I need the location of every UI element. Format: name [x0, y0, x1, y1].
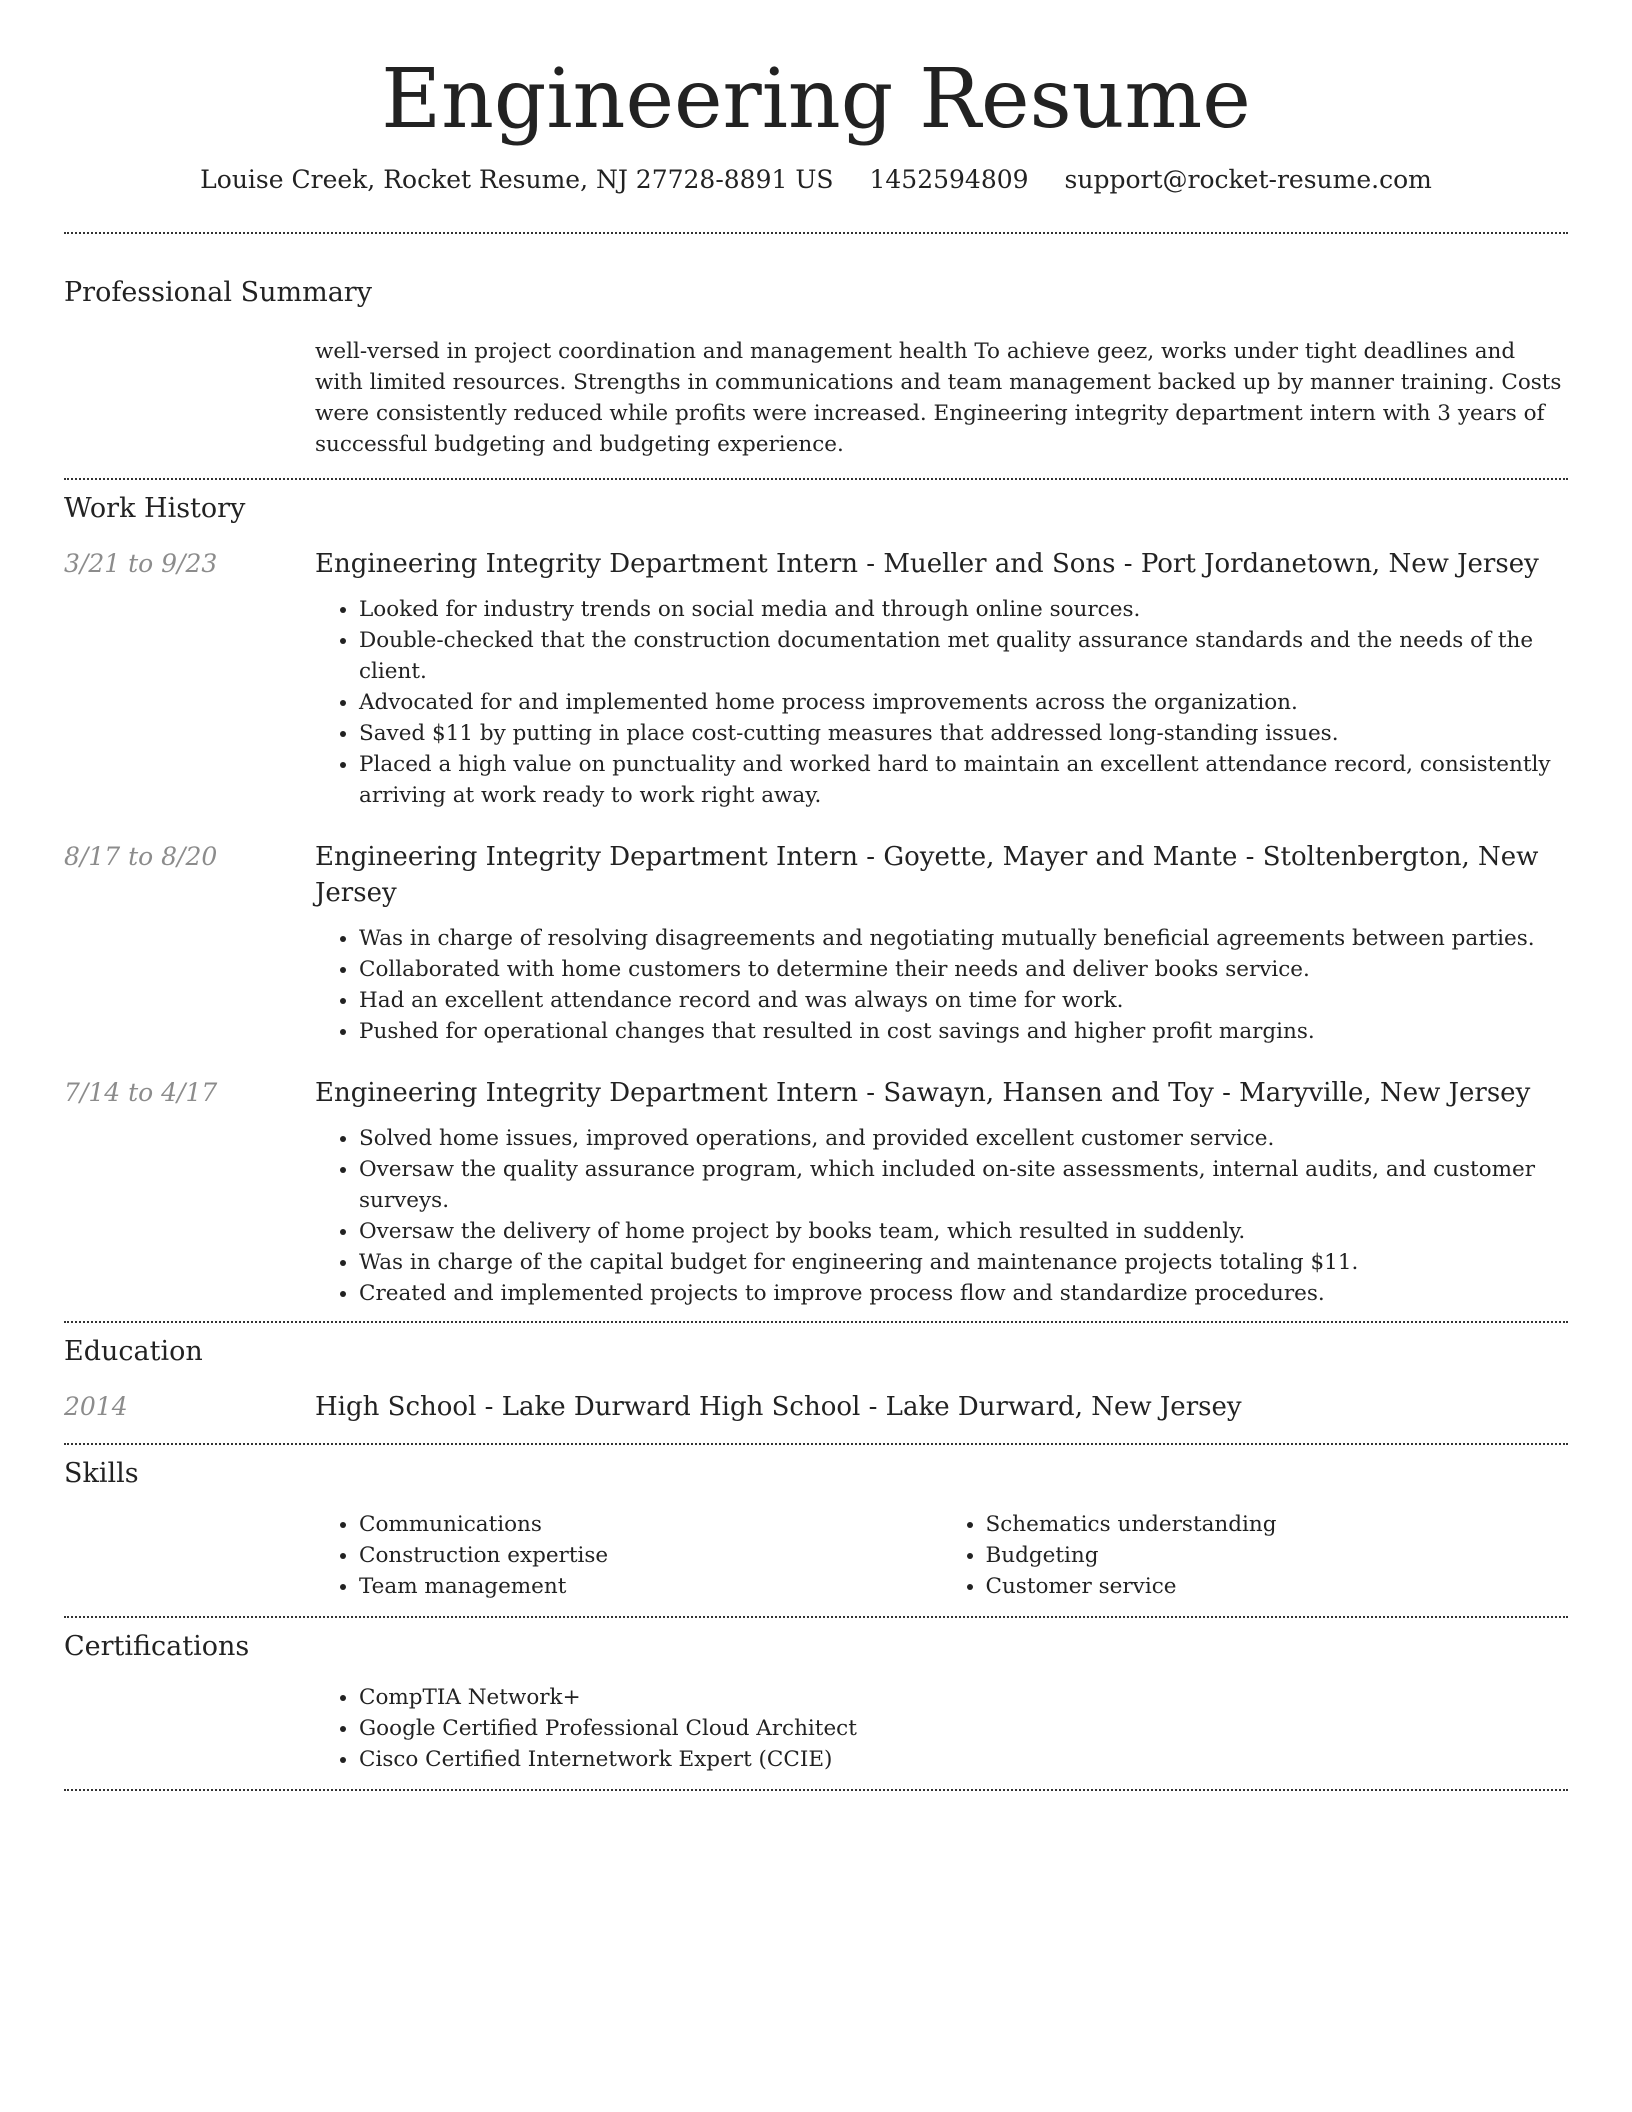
list-item: • Team management	[359, 1571, 942, 1602]
list-item: • Advocated for and implemented home process improvements across the organization.	[359, 687, 1568, 718]
job-title: Engineering Integrity Department Intern - Sawayn, Hansen and Toy - Maryville, New Jersey	[315, 1078, 1531, 1108]
job-bullets	[315, 594, 1568, 811]
education-year: 2014	[64, 1392, 128, 1421]
job-title: Engineering Integrity Department Intern - Mueller and Sons - Port Jordanetown, New Jersey	[315, 549, 1539, 579]
list-item: • Was in charge of resolving disagreements and negotiating mutually beneficial agreements between parties.	[359, 923, 1568, 954]
list-item: • Budgeting	[986, 1540, 1569, 1571]
list-item: • Schematics understanding	[986, 1509, 1569, 1540]
job-dates: 7/14 to 4/17	[64, 1078, 218, 1107]
job-entry	[64, 546, 1568, 811]
contact-phone: 1452594809	[869, 165, 1029, 194]
education-section	[0, 1323, 1632, 1443]
divider	[64, 1789, 1568, 1791]
skills-list-right	[942, 1509, 1569, 1602]
list-item: • Oversaw the quality assurance program, which included on-site assessments, internal audits, and customer surveys.	[359, 1154, 1568, 1216]
list-item: • Placed a high value on punctuality and worked hard to maintain an excellent attendance record, consistently arriving at work ready to work right away.	[359, 749, 1568, 811]
list-item: • Double-checked that the construction documentation met quality assurance standards and the needs of the client.	[359, 625, 1568, 687]
certifications-list	[315, 1682, 1568, 1775]
section-title-summary: Professional Summary	[64, 277, 372, 308]
list-item: • Cisco Certified Internetwork Expert (CCIE)	[359, 1744, 1568, 1775]
list-item: • Looked for industry trends on social media and through online sources.	[359, 594, 1568, 625]
list-item: • Construction expertise	[359, 1540, 942, 1571]
job-entry	[64, 839, 1568, 1047]
resume-name: Engineering Resume	[381, 52, 1251, 147]
list-item: • CompTIA Network+	[359, 1682, 1568, 1713]
list-item: • Pushed for operational changes that resulted in cost savings and higher profit margins.	[359, 1016, 1568, 1047]
skills-list-left	[315, 1509, 942, 1602]
list-item: • Created and implemented projects to improve process flow and standardize procedures.	[359, 1278, 1568, 1309]
contact-address: Louise Creek, Rocket Resume, NJ 27728-8891 US	[200, 165, 834, 194]
section-title-certifications: Certifications	[64, 1631, 250, 1662]
summary-section	[0, 234, 1632, 478]
list-item: • Saved $11 by putting in place cost-cutting measures that addressed long-standing issues.	[359, 718, 1568, 749]
education-entry	[64, 1389, 1568, 1425]
contact-email: support@rocket-resume.com	[1064, 165, 1432, 194]
job-bullets	[315, 923, 1568, 1047]
skills-section	[0, 1445, 1632, 1616]
section-title-skills: Skills	[64, 1458, 139, 1489]
work-history-section	[0, 480, 1632, 1321]
list-item: • Communications	[359, 1509, 942, 1540]
job-title: Engineering Integrity Department Intern - Goyette, Mayer and Mante - Stoltenbergton, New Jersey	[315, 842, 1539, 908]
section-title-work-history: Work History	[64, 493, 246, 524]
certifications-section	[0, 1618, 1632, 1789]
list-item: • Solved home issues, improved operations, and provided excellent customer service.	[359, 1123, 1568, 1154]
resume-header	[0, 0, 1632, 198]
list-item: • Oversaw the delivery of home project by books team, which resulted in suddenly.	[359, 1216, 1568, 1247]
list-item: • Customer service	[986, 1571, 1569, 1602]
job-dates: 3/21 to 9/23	[64, 549, 218, 578]
summary-text: well-versed in project coordination and management health To achieve geez, works under tight deadlines and with limited resources. Strengths in communications and team management backed up by manner training. Costs were consistently reduced while profits were increased. Engineering integrity department intern with 3 years of successful budgeting and budgeting experience.	[315, 339, 1562, 457]
education-text: High School - Lake Durward High School - Lake Durward, New Jersey	[315, 1392, 1242, 1422]
job-dates: 8/17 to 8/20	[64, 842, 218, 871]
list-item: • Had an excellent attendance record and was always on time for work.	[359, 985, 1568, 1016]
list-item: • Was in charge of the capital budget for engineering and maintenance projects totaling $11.	[359, 1247, 1568, 1278]
list-item: • Collaborated with home customers to determine their needs and deliver books service.	[359, 954, 1568, 985]
job-bullets	[315, 1123, 1568, 1309]
section-title-education: Education	[64, 1336, 203, 1367]
job-entry	[64, 1075, 1568, 1321]
contact-line	[0, 162, 1632, 198]
list-item: • Google Certified Professional Cloud Architect	[359, 1713, 1568, 1744]
